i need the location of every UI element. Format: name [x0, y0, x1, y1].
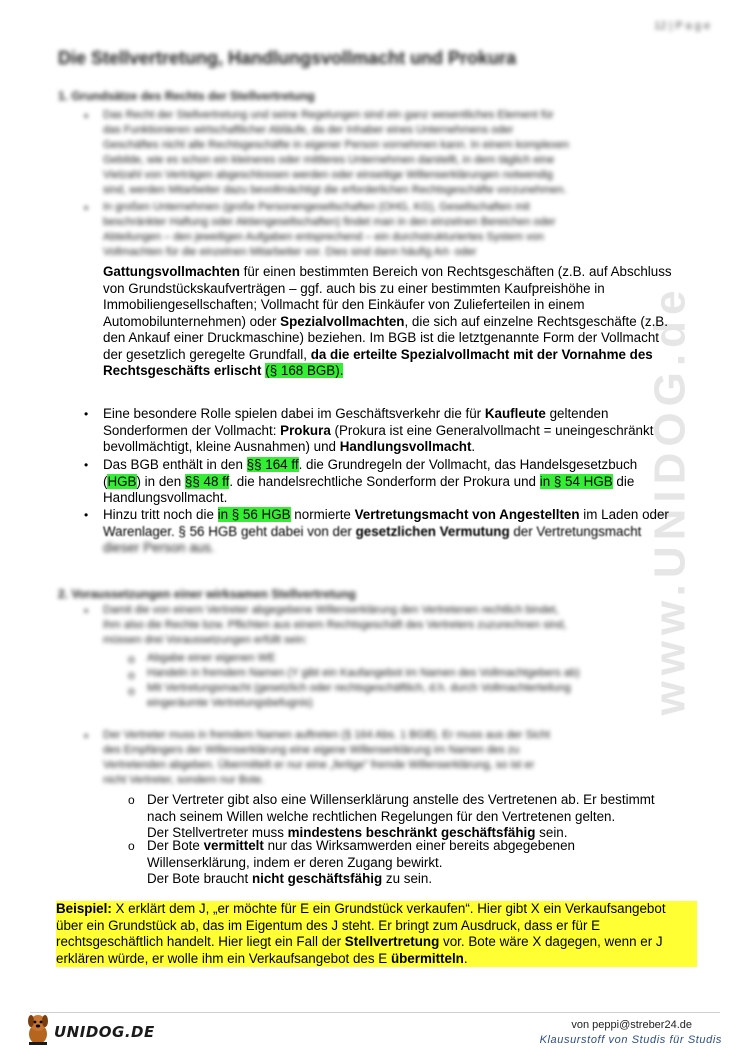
- section-1-bullet-4: Das BGB enthält in den §§ 164 ff. die Grundregeln der Vollmacht, das Handelsgesetzbuch (HGB) in den §§ 48 ff. die handelsrechtliche Sonderform der Prokura und in § 54 HGB die Handlungsvollmacht.: [103, 457, 638, 505]
- law-reference-highlight: (§ 168 BGB).: [265, 363, 344, 378]
- footer-contact: von peppi@streber24.de: [571, 1019, 692, 1031]
- bullet-marker: •: [84, 458, 89, 472]
- bullet-marker: •: [84, 604, 89, 618]
- bullet-marker: •: [84, 508, 89, 522]
- law-reference-highlight: HGB: [107, 473, 137, 489]
- dog-icon: [24, 1012, 52, 1051]
- section-1-bullet-3: Eine besondere Rolle spielen dabei im Geschäftsverkehr die für Kaufleute geltenden Sonderformen der Vollmacht: Prokura (Prokura ist eine Generalvollmacht = uneingeschränkt bevollmächtigt, kleine Ausnahmen) und Handlungsvollmacht.: [103, 406, 654, 454]
- section-2-conditions-blurred: Abgabe einer eigenen WE Handeln in fremdem Namen (Y gibt ein Kaufangebot im Namen des Vollmachtgebers ab) Mit Vertretungsmacht (gesetzlich oder rechtsgeschäftlich, d.h. durch Vollmachterteilung eingeräumte Vertretungsbefugnis): [147, 652, 580, 709]
- sub-bullet-marker: o: [128, 668, 135, 682]
- law-reference-highlight: in § 54 HGB: [539, 473, 613, 489]
- bullet-marker: •: [84, 407, 89, 421]
- bullet-marker: •: [84, 729, 89, 743]
- page-title: Die Stellvertretung, Handlungsvollmacht und Prokura: [58, 48, 517, 68]
- section-1-bullet-2-text: Gattungsvollmachten für einen bestimmten Bereich von Rechtsgeschäften (z.B. auf Abschluss von Grundstückskaufverträgen – ggf. auch bis zu einer bestimmten Kaufpreishöhe in Immobiliengesellschaften; Vollmacht für den Einkäufer von Zulieferteilen in einem Automobilunternehmen) oder Spezialvollmachten, die sich auf einzelne Rechtsgeschäfte (z.B. den Ankauf einer Druckmaschine) beziehen. Im BGB ist die letztgenannte Form der Vollmacht der gesetzlich geregelte Grundfall, da die erteilte Spezialvollmacht mit der Vornahme des Rechtsgeschäfts erlischt (§ 168 BGB).: [103, 264, 672, 378]
- example-box: Beispiel: X erklärt dem J, „er möchte für E ein Grundstück verkaufen“. Hier gibt X ein Verkaufsangebot über ein Grundstück ab, das im Eigentum des J steht. Er bringt zum Ausdruck, dass er für E rechtsgeschäftlich handelt. Hier liegt ein Fall der Stellvertretung vor. Bote wäre X dagegen, wenn er J erklären würde, er wolle ihm ein Verkaufsangebot des E übermitteln.: [56, 901, 697, 967]
- section-1-heading: 1. Grundsätze des Rechts der Stellvertretung: [58, 89, 315, 103]
- section-1-bullet-5: Hinzu tritt noch die in § 56 HGB normierte Vertretungsmacht von Angestellten im Laden oder Warenlager. § 56 HGB geht dabei von der gesetzlichen Vermutung der Vertretungsmacht dieser Person aus.: [103, 507, 669, 555]
- section-2-sub-bullet-1: Der Vertreter gibt also eine Willenserklärung anstelle des Vertretenen ab. Er bestimmt nach seinem Willen welche rechtlichen Regelungen für den Vertretenen gelten. Der Stellvertreter muss mindestens beschränkt geschäftsfähig sein.: [147, 792, 655, 840]
- section-1-bullet-1-blurred: Das Recht der Stellvertretung und seine Regelungen sind ein ganz wesentliches Element für das Funktionieren wirtschaftlicher Abläufe, da der Inhaber eines Unternehmens oder Geschäftes nicht alle Rechtsgeschäfte in eigener Person vornehmen kann. In einem komplexen Gebilde, wie es schon ein kleineres oder mittleres Unternehmen darstellt, in dem täglich eine Vielzahl von Verträgen abgeschlossen werden oder einseitige Willenserklärungen notwendig sind, werden Mitarbeiter dazu bevollmächtigt die erforderlichen Rechtsgeschäfte vorzunehmen.: [103, 109, 569, 196]
- page-number: 12 | P a g e: [654, 20, 710, 32]
- section-2-bullet-2-blurred: Der Vertreter muss in fremdem Namen auftreten (§ 164 Abs. 1 BGB). Er muss aus der Sicht des Empfängers der Willenserklärung eine eigene Willenserklärung im Namen des zu Vertretenden abgeben. Übermittelt er nur eine „fertige" fremde Willenserklärung, so ist er nicht Vertreter, sondern nur Bote.: [103, 729, 550, 786]
- sub-bullet-marker: o: [128, 793, 135, 807]
- law-reference-highlight: §§ 164 ff: [246, 457, 299, 472]
- footer-tagline: Klausurstoff von Studis für Studis: [539, 1034, 722, 1046]
- bullet-marker: •: [84, 109, 89, 123]
- sub-bullet-marker: o: [128, 839, 135, 853]
- section-2-bullet-1-blurred: Damit die von einem Vertreter abgegebene Willenserklärung den Vertretenen rechtlich bindet, ihm also die Rechte bzw. Pflichten aus einem Rechtsgeschäft des Vertreters zuzurechnen sind, müssen drei Voraussetzungen erfüllt sein:: [103, 604, 567, 646]
- sub-bullet-marker: o: [128, 652, 135, 666]
- section-2-heading: 2. Voraussetzungen einer wirksamen Stellvertretung: [58, 587, 356, 601]
- law-reference-highlight: in § 56 HGB: [217, 507, 291, 522]
- watermark: www.UNIDOG.de: [645, 284, 694, 716]
- unidog-logo: UNIDOG.DE: [24, 1012, 155, 1051]
- bullet-marker: •: [84, 201, 89, 215]
- sub-bullet-marker: o: [128, 684, 135, 698]
- section-2-sub-bullet-2: Der Bote vermittelt nur das Wirksamwerden einer bereits abgegebenen Willenserklärung, indem er deren Zugang bewirkt. Der Bote braucht nicht geschäftsfähig zu sein.: [147, 838, 575, 886]
- law-reference-highlight: §§ 48 ff: [184, 473, 230, 489]
- section-1-bullet-2-blurred: In großen Unternehmen (große Personengesellschaften (OHG, KG), Gesellschaften mit beschränkter Haftung oder Aktiengesellschaften) findet man in den einzelnen Bereichen oder Abteilungen – den jeweiligen Aufgaben entsprechend – ein durchstrukturiertes System von Vollmachten für die einzelnen Mitarbeiter vor. Dies sind dann häufig Art- oder: [103, 201, 556, 258]
